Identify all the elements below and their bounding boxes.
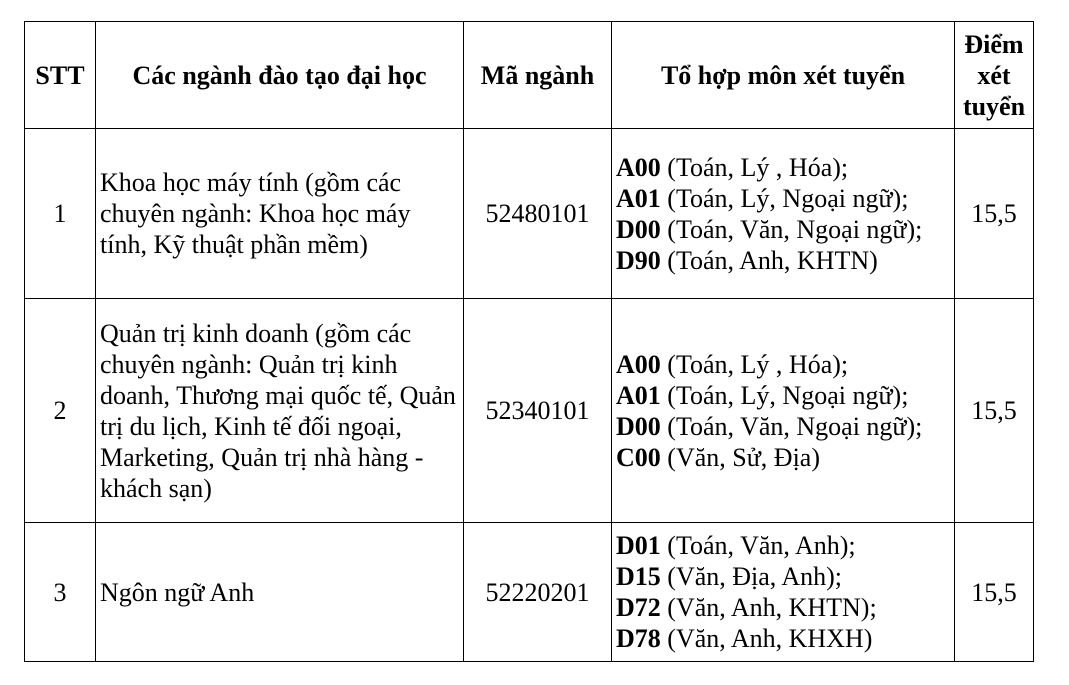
combo-code: A00 [616, 349, 661, 379]
cell-major: Quản trị kinh doanh (gồm các chuyên ngành: Quản trị kinh doanh, Thương mại quốc tế, Quản trị du lịch, Kinh tế đối ngoại, Marketing, Quản trị nhà hàng - khách sạn) [96, 299, 464, 523]
combo-subjects: (Toán, Anh, KHTN) [660, 245, 878, 275]
combo-subjects: (Toán, Văn, Ngoại ngữ); [660, 214, 923, 244]
combo-subjects: (Toán, Văn, Anh); [660, 531, 856, 560]
combo-subjects: (Văn, Anh, KHTN); [660, 593, 877, 622]
cell-major: Khoa học máy tính (gồm các chuyên ngành: Khoa học máy tính, Kỹ thuật phần mềm) [96, 129, 464, 299]
cell-score: 15,5 [955, 299, 1034, 523]
combo-code: A00 [616, 152, 661, 182]
cell-code: 52480101 [464, 129, 612, 299]
combo-item [616, 349, 950, 380]
combo-code: D15 [616, 562, 661, 591]
table-row [25, 129, 1034, 299]
cell-code: 52340101 [464, 299, 612, 523]
header-row [25, 22, 1034, 129]
combo-item [616, 592, 950, 623]
combo-item [616, 183, 950, 214]
header-code: Mã ngành [464, 22, 612, 129]
cell-score: 15,5 [955, 523, 1034, 662]
cell-score: 15,5 [955, 129, 1034, 299]
combo-code: D00 [616, 411, 661, 441]
cell-combos [612, 523, 955, 662]
header-stt: STT [25, 22, 96, 129]
combo-item [616, 214, 950, 245]
table-row [25, 299, 1034, 523]
combo-code: D90 [616, 245, 661, 275]
combo-subjects: (Toán, Lý, Ngoại ngữ); [660, 183, 909, 213]
combo-item [616, 442, 950, 473]
combo-item [616, 380, 950, 411]
combo-subjects: (Văn, Sử, Địa) [660, 442, 821, 472]
combo-code: C00 [616, 442, 661, 472]
header-score-line-2: xét [977, 60, 1011, 90]
combo-item [616, 530, 950, 561]
combo-subjects: (Văn, Anh, KHXH) [660, 624, 873, 653]
combo-subjects: (Toán, Lý , Hóa); [660, 152, 849, 182]
header-major: Các ngành đào tạo đại học [96, 22, 464, 129]
combo-item [616, 411, 950, 442]
combo-code: D78 [616, 624, 661, 653]
table-row [25, 523, 1034, 662]
combo-subjects: (Toán, Văn, Ngoại ngữ); [660, 411, 923, 441]
combo-item [616, 245, 950, 276]
cell-stt: 2 [25, 299, 96, 523]
cell-code: 52220201 [464, 523, 612, 662]
cell-stt: 1 [25, 129, 96, 299]
combo-subjects: (Toán, Lý, Ngoại ngữ); [660, 380, 909, 410]
combo-item [616, 152, 950, 183]
header-score [955, 22, 1034, 129]
cell-combos [612, 299, 955, 523]
combo-code: A01 [616, 380, 661, 410]
combo-code: A01 [616, 183, 661, 213]
combo-subjects: (Toán, Lý , Hóa); [660, 349, 849, 379]
header-score-line-3: tuyển [962, 91, 1026, 121]
combo-item [616, 623, 950, 654]
cell-stt: 3 [25, 523, 96, 662]
combo-code: D72 [616, 593, 661, 622]
admission-table [24, 21, 1034, 662]
combo-code: D01 [616, 531, 661, 560]
header-combos: Tổ hợp môn xét tuyển [612, 22, 955, 129]
combo-item [616, 561, 950, 592]
cell-major: Ngôn ngữ Anh [96, 523, 464, 662]
header-score-line-1: Điểm [964, 29, 1024, 59]
cell-combos [612, 129, 955, 299]
combo-subjects: (Văn, Địa, Anh); [660, 562, 843, 591]
combo-code: D00 [616, 214, 661, 244]
